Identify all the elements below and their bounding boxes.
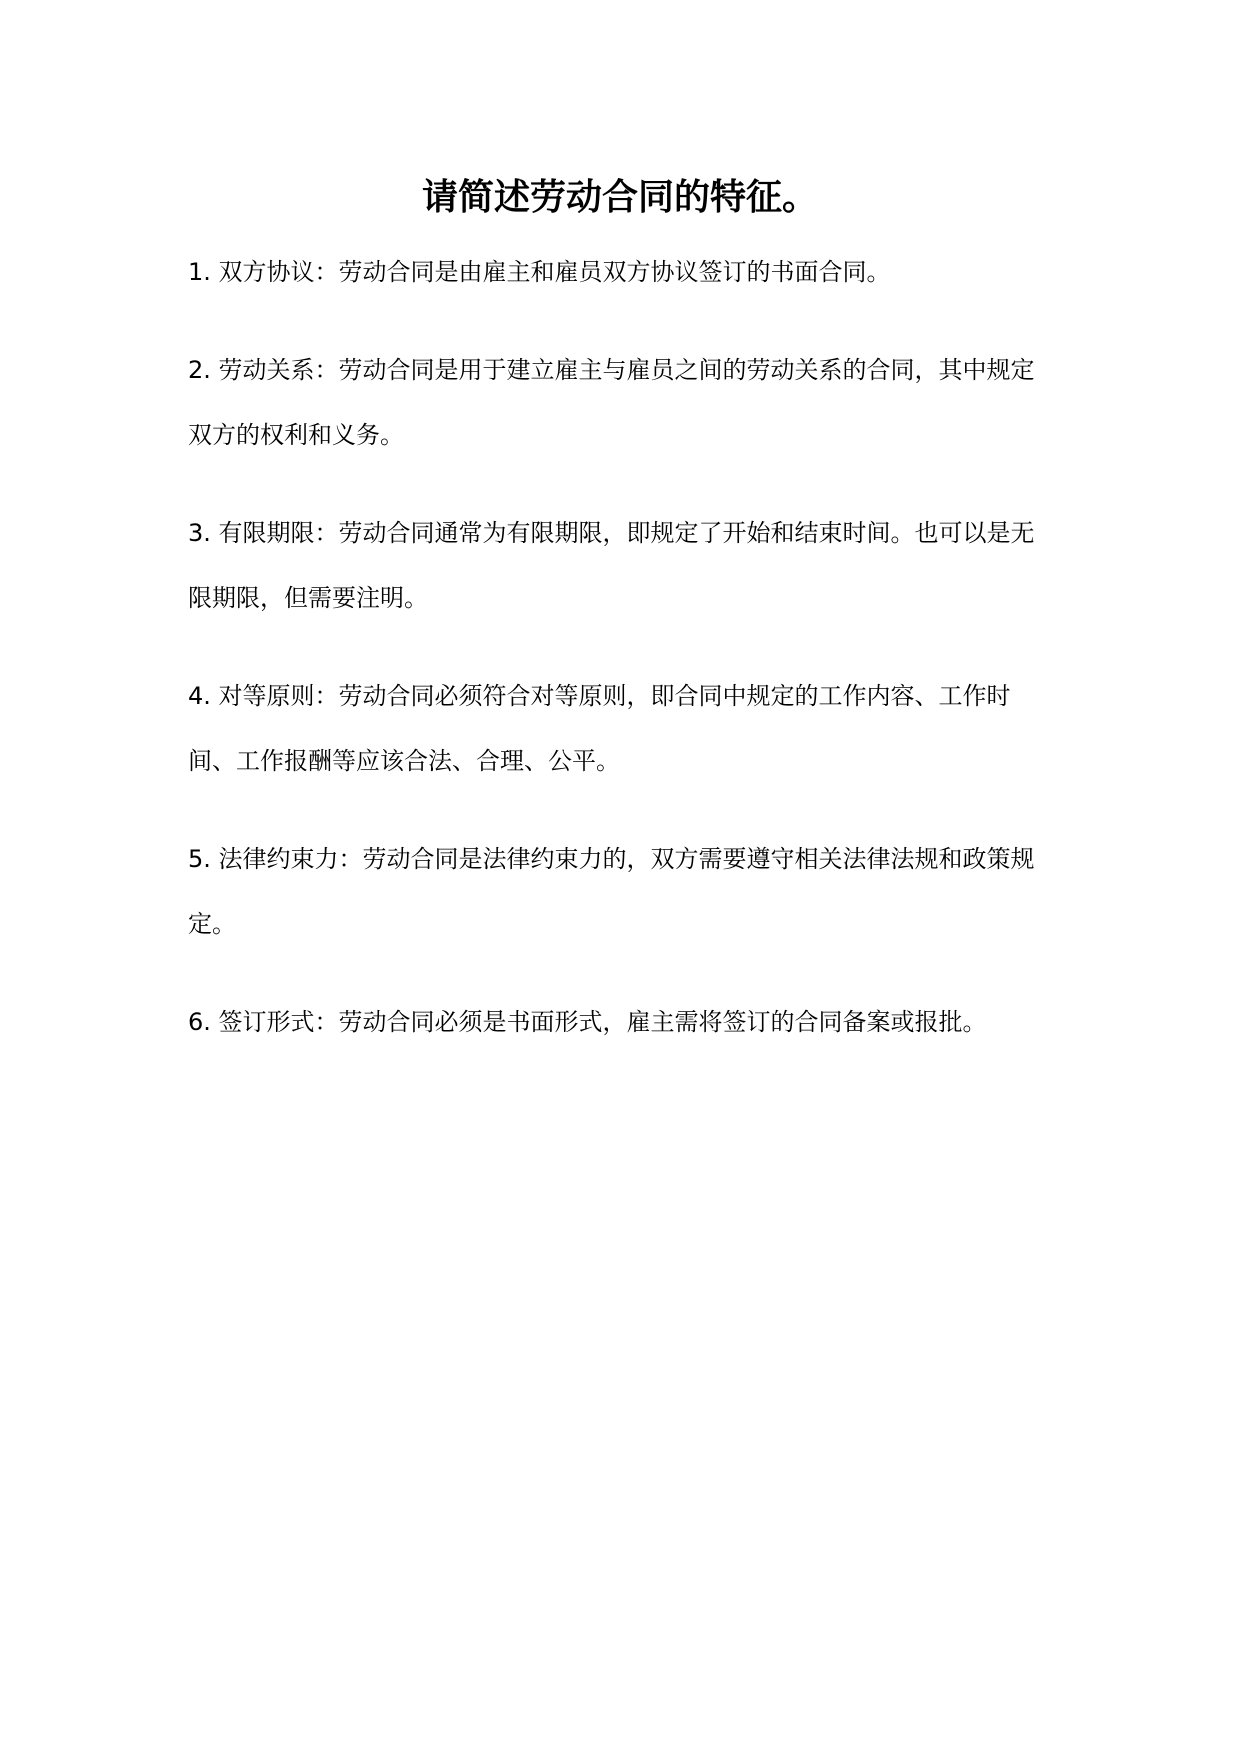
feature-list — [188, 240, 1054, 1088]
list-item-1: 1. 双方协议：劳动合同是由雇主和雇员双方协议签订的书面合同。 — [188, 258, 891, 286]
list-item-2: 2. 劳动关系：劳动合同是用于建立雇主与雇员之间的劳动关系的合同，其中规定双方的权利和义务。 — [188, 356, 1035, 449]
list-item-4: 4. 对等原则：劳动合同必须符合对等原则，即合同中规定的工作内容、工作时间、工作报酬等应该合法、合理、公平。 — [188, 682, 1011, 775]
list-item-3: 3. 有限期限：劳动合同通常为有限期限，即规定了开始和结束时间。也可以是无限期限，但需要注明。 — [188, 519, 1035, 612]
list-item-5: 5. 法律约束力：劳动合同是法律约束力的，双方需要遵守相关法律法规和政策规定。 — [188, 845, 1035, 938]
list-item-6: 6. 签订形式：劳动合同必须是书面形式，雇主需将签订的合同备案或报批。 — [188, 1008, 987, 1036]
page-title: 请简述劳动合同的特征。 — [421, 177, 818, 218]
